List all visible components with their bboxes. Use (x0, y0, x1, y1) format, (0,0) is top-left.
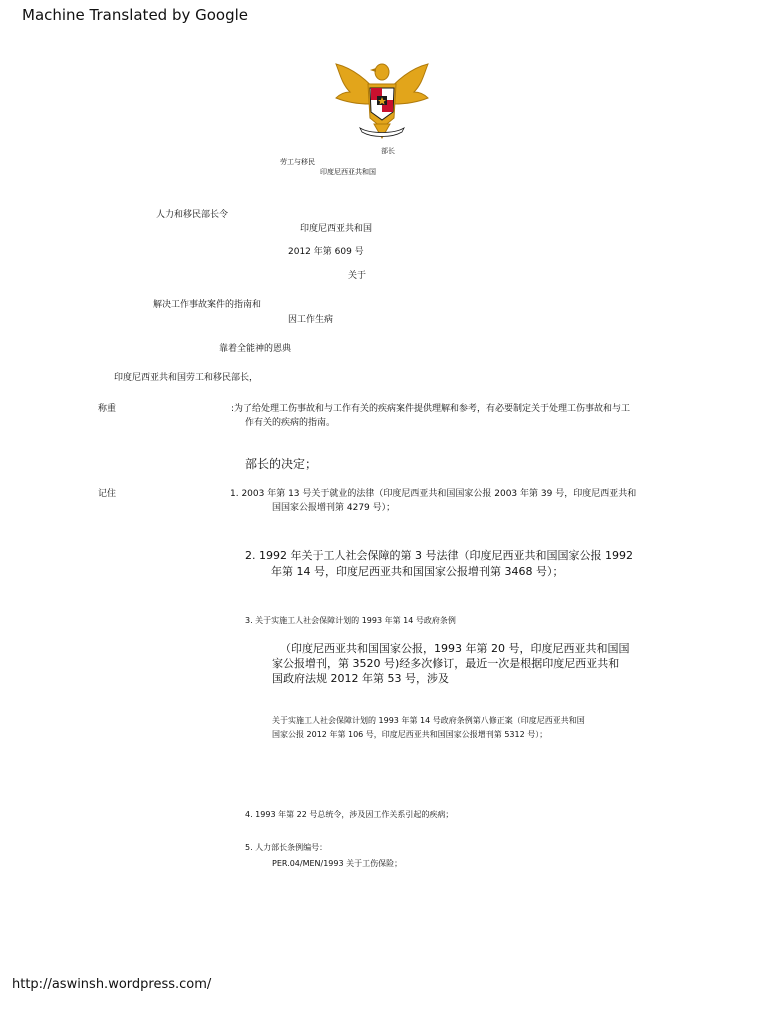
decree-number: 2012 年第 609 号 (288, 247, 364, 257)
item1-line2: 国国家公报增刊第 4279 号）； (272, 503, 396, 513)
item3-sub-line1: （印度尼西亚共和国国家公报，1993 年第 20 号，印度尼西亚共和国国 (280, 642, 630, 655)
item5-line: 5. 人力部长条例编号： (245, 843, 328, 852)
decree-title: 人力和移民部长令 (156, 210, 229, 220)
decree-country: 印度尼西亚共和国 (300, 224, 373, 234)
item3-sub-line3: 国政府法规 2012 年第 53 号，涉及 (272, 672, 449, 685)
decision-heading: 部长的决定； (245, 457, 318, 471)
considering-label: 称重 (98, 404, 117, 414)
decree-subject-line1: 解决工作事故案件的指南和 (153, 300, 262, 310)
footer-url: http://aswinsh.wordpress.com/ (12, 977, 212, 992)
item1-line1: 1. 2003 年第 13 号关于就业的法律（印度尼西亚共和国国家公报 2003 年第 39 号，印度尼西亚共和 (230, 489, 637, 499)
machine-translated-banner: Machine Translated by Google (22, 6, 249, 24)
considering-text-line1: :为了给处理工伤事故和与工作有关的疾病案件提供理解和参考，有必要制定关于处理工伤事故和与工 (231, 404, 631, 414)
decree-subject-line2: 因工作生病 (288, 315, 334, 325)
garuda-emblem-icon (330, 58, 434, 140)
remembering-label: 记住 (98, 489, 117, 499)
letterhead-line2: 劳工与移民 (280, 158, 315, 166)
item2-line2: 年第 14 号，印度尼西亚共和国国家公报增刊第 3468 号）； (271, 565, 564, 578)
considering-text-line2: 作有关的疾病的指南。 (245, 418, 336, 428)
letterhead-line3: 印度尼西亚共和国 (320, 168, 376, 176)
item3-line1: 3. 关于实施工人社会保障计划的 1993 年第 14 号政府条例 (245, 616, 456, 625)
minister-line: 印度尼西亚共和国劳工和移民部长， (114, 373, 259, 383)
item2-line1: 2. 1992 年关于工人社会保障的第 3 号法律（印度尼西亚共和国国家公报 1992 (245, 549, 633, 562)
item3-amend-line1: 关于实施工人社会保障计划的 1993 年第 14 号政府条例第八修正案（印度尼西亚共和国 (272, 716, 585, 725)
decree-about: 关于 (348, 271, 367, 281)
item5-sub-line: PER.04/MEN/1993 关于工伤保险； (272, 859, 403, 868)
blessing-line: 靠着全能神的恩典 (219, 344, 292, 354)
item4-line: 4. 1993 年第 22 号总统令，涉及因工作关系引起的疾病； (245, 810, 454, 819)
item3-amend-line2: 国家公报 2012 年第 106 号，印度尼西亚共和国国家公报增刊第 5312 号）； (272, 730, 548, 739)
item3-sub-line2: 家公报增刊，第 3520 号)经多次修订，最近一次是根据印度尼西亚共和 (272, 657, 620, 670)
letterhead-line1: 部长 (381, 147, 395, 155)
